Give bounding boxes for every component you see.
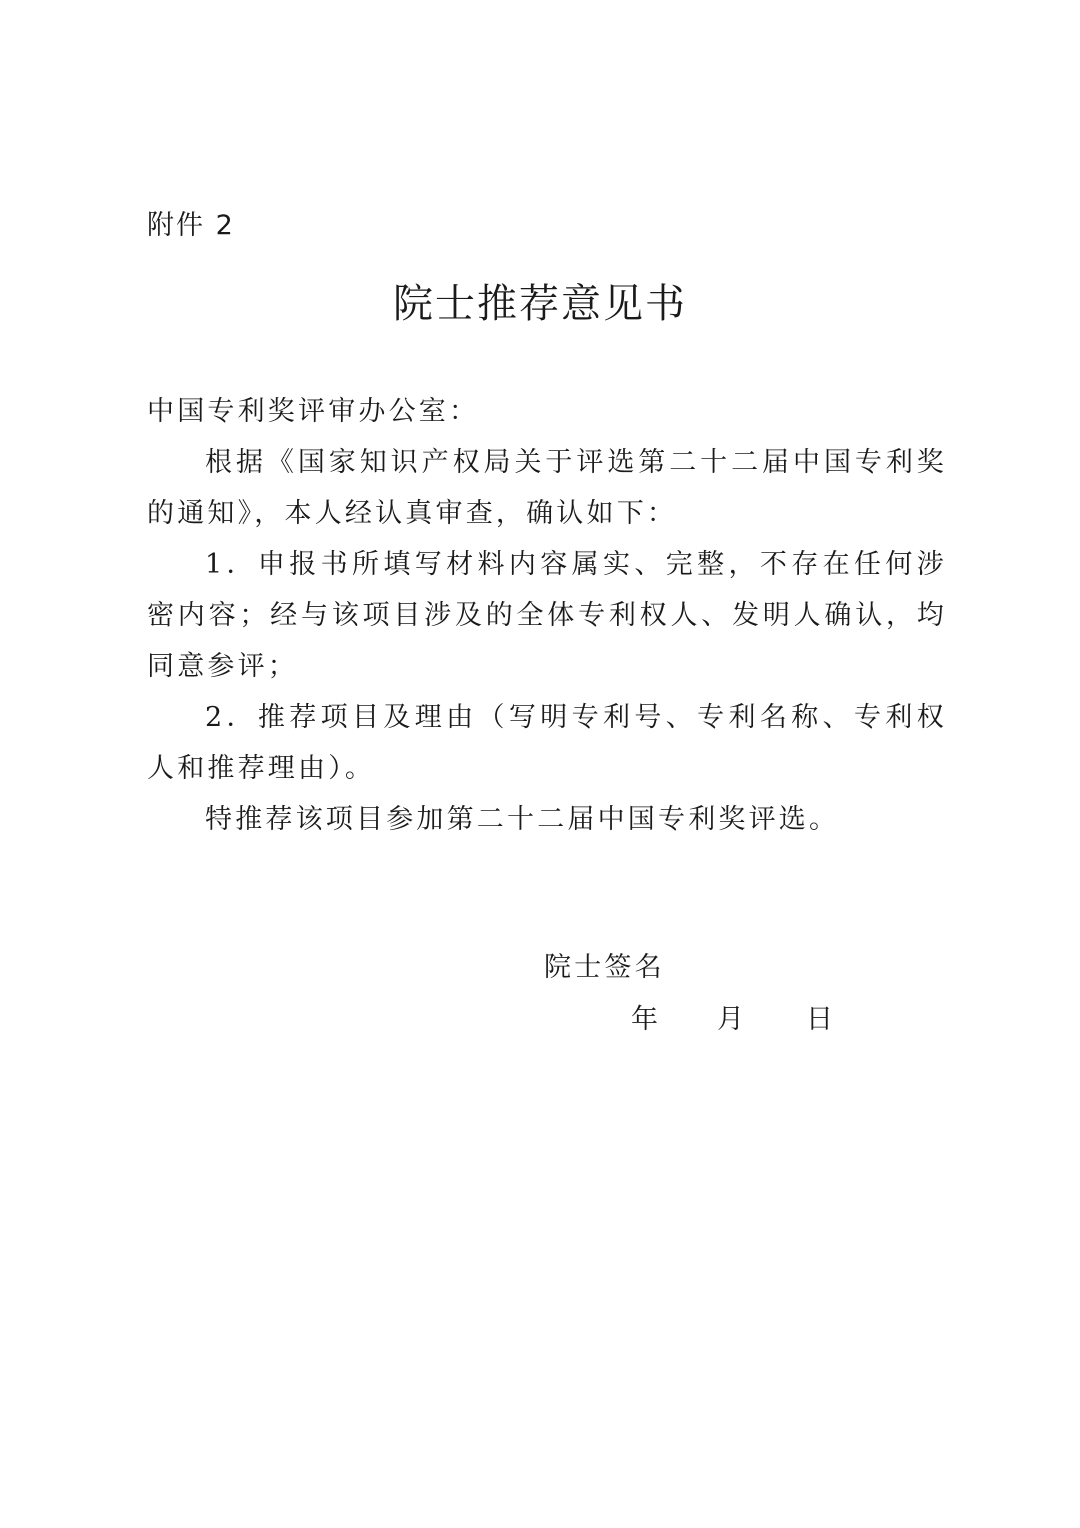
date-year-label: 年 xyxy=(631,1004,658,1035)
signature-label: 院士签名 xyxy=(544,952,665,983)
document-body xyxy=(147,386,947,845)
salutation: 中国专利奖评审办公室： xyxy=(147,396,480,427)
attachment-label: 附件 2 xyxy=(147,210,235,241)
document-title: 院士推荐意见书 xyxy=(393,281,687,327)
paragraph-conclusion: 特推荐该项目参加第二十二届中国专利奖评选。 xyxy=(205,804,840,835)
date-day-label: 日 xyxy=(806,1004,833,1035)
paragraph-item-1: 1．申报书所填写材料内容属实、完整，不存在任何涉密内容；经与该项目涉及的全体专利权人、发明人确认，均同意参评； xyxy=(147,549,947,682)
date-month-label: 月 xyxy=(717,1004,744,1035)
paragraph-item-2: 2．推荐项目及理由（写明专利号、专利名称、专利权人和推荐理由）。 xyxy=(147,702,947,784)
paragraph-basis: 根据《国家知识产权局关于评选第二十二届中国专利奖的通知》，本人经认真审查，确认如下： xyxy=(147,447,947,529)
